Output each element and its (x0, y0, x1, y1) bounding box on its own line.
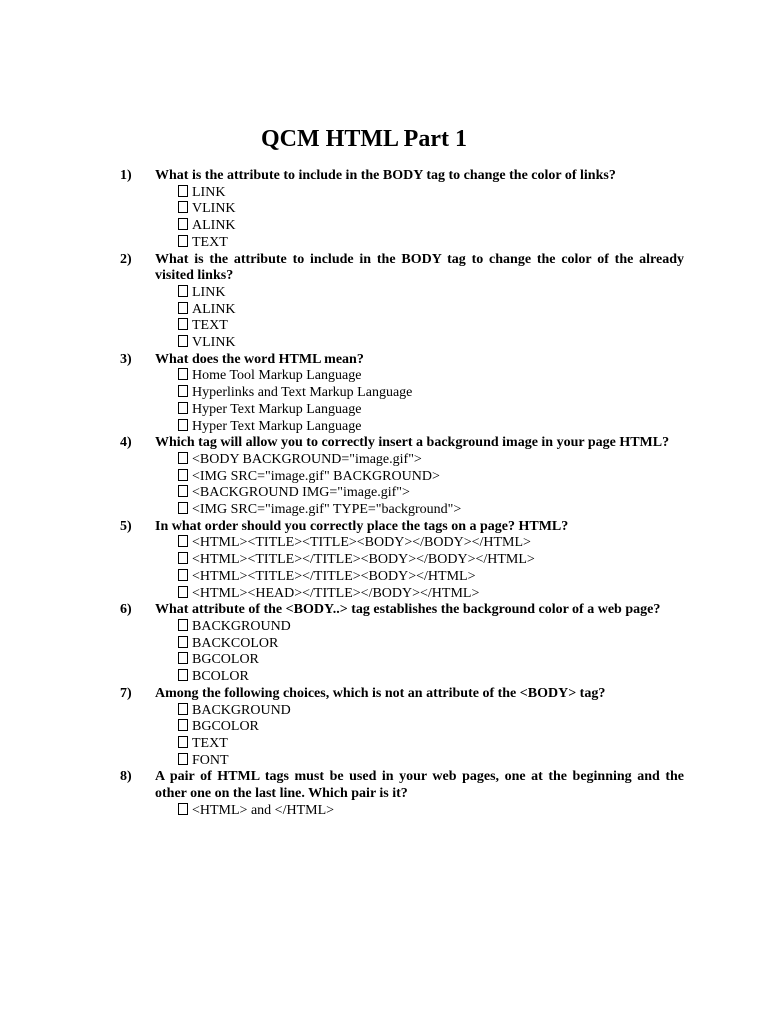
question-4 (120, 435, 684, 519)
option-item[interactable] (178, 452, 684, 469)
question-text: What does the word HTML mean? (155, 351, 364, 367)
question-text: What is the attribute to include in the BODY tag to change the color of links? (155, 168, 616, 183)
option-label: LINK (192, 184, 226, 200)
checkbox-icon[interactable] (178, 535, 188, 547)
question-number: 7) (120, 685, 132, 701)
option-item[interactable] (178, 335, 684, 352)
checkbox-icon[interactable] (178, 586, 188, 598)
option-label: LINK (192, 284, 226, 300)
checkbox-icon[interactable] (178, 502, 188, 514)
option-list (178, 452, 684, 519)
option-label: <HTML><TITLE></TITLE><BODY></HTML> (192, 568, 476, 584)
checkbox-icon[interactable] (178, 302, 188, 314)
option-item[interactable] (178, 469, 684, 486)
question-6 (120, 602, 684, 686)
option-list (178, 703, 684, 770)
checkbox-icon[interactable] (178, 218, 188, 230)
option-item[interactable] (178, 619, 684, 636)
checkbox-icon[interactable] (178, 419, 188, 431)
option-item[interactable] (178, 235, 684, 252)
option-item[interactable] (178, 302, 684, 319)
page-title: QCM HTML Part 1 (261, 126, 467, 152)
checkbox-icon[interactable] (178, 719, 188, 731)
option-label: Home Tool Markup Language (192, 368, 362, 384)
checkbox-icon[interactable] (178, 636, 188, 648)
checkbox-icon[interactable] (178, 335, 188, 347)
question-1 (120, 168, 684, 252)
question-text: What is the attribute to include in the BODY tag to change the color of the already visited links? (155, 251, 684, 284)
question-number: 1) (120, 168, 132, 183)
question-5 (120, 519, 684, 603)
checkbox-icon[interactable] (178, 552, 188, 564)
question-text: Among the following choices, which is not an attribute of the <BODY> tag? (155, 685, 606, 701)
checkbox-icon[interactable] (178, 469, 188, 481)
option-item[interactable] (178, 703, 684, 720)
option-item[interactable] (178, 485, 684, 502)
question-2 (120, 252, 684, 352)
checkbox-icon[interactable] (178, 753, 188, 765)
checkbox-icon[interactable] (178, 569, 188, 581)
option-list (178, 368, 684, 435)
option-label: <BACKGROUND IMG="image.gif"> (192, 485, 410, 501)
checkbox-icon[interactable] (178, 185, 188, 197)
option-item[interactable] (178, 535, 684, 552)
option-label: ALINK (192, 218, 236, 234)
option-label: TEXT (192, 318, 228, 334)
checkbox-icon[interactable] (178, 285, 188, 297)
option-item[interactable] (178, 419, 684, 436)
option-list (178, 619, 684, 686)
option-label: <HTML><TITLE><TITLE><BODY></BODY></HTML> (192, 535, 531, 551)
option-item[interactable] (178, 803, 684, 820)
question-number: 5) (120, 518, 132, 534)
option-list (178, 185, 684, 252)
option-item[interactable] (178, 502, 684, 519)
option-label: FONT (192, 752, 229, 768)
checkbox-icon[interactable] (178, 669, 188, 681)
checkbox-icon[interactable] (178, 703, 188, 715)
checkbox-icon[interactable] (178, 619, 188, 631)
option-list (178, 803, 684, 820)
option-item[interactable] (178, 669, 684, 686)
checkbox-icon[interactable] (178, 201, 188, 213)
question-text: A pair of HTML tags must be used in your web pages, one at the beginning and the other one on the last line. Which pair is it? (155, 769, 684, 802)
option-list (178, 535, 684, 602)
checkbox-icon[interactable] (178, 402, 188, 414)
option-label: BACKGROUND (192, 702, 291, 718)
option-label: Hyper Text Markup Language (192, 418, 362, 434)
option-label: BACKGROUND (192, 618, 291, 634)
option-item[interactable] (178, 552, 684, 569)
option-item[interactable] (178, 652, 684, 669)
option-label: <IMG SRC="image.gif" BACKGROUND> (192, 468, 440, 484)
question-number: 6) (120, 602, 132, 618)
option-item[interactable] (178, 201, 684, 218)
question-list (120, 168, 684, 819)
option-item[interactable] (178, 318, 684, 335)
option-label: <HTML><TITLE></TITLE><BODY></BODY></HTML> (192, 552, 535, 568)
checkbox-icon[interactable] (178, 235, 188, 247)
option-list (178, 285, 684, 352)
checkbox-icon[interactable] (178, 318, 188, 330)
question-number: 2) (120, 251, 132, 267)
option-label: <IMG SRC="image.gif" TYPE="background"> (192, 502, 462, 518)
question-number: 8) (120, 769, 132, 785)
option-item[interactable] (178, 185, 684, 202)
option-item[interactable] (178, 385, 684, 402)
checkbox-icon[interactable] (178, 736, 188, 748)
option-label: BGCOLOR (192, 719, 259, 735)
option-label: <HTML> and </HTML> (192, 802, 335, 818)
option-item[interactable] (178, 636, 684, 653)
option-item[interactable] (178, 586, 684, 603)
checkbox-icon[interactable] (178, 803, 188, 815)
option-label: Hyper Text Markup Language (192, 401, 362, 417)
question-text: What attribute of the <BODY..> tag establishes the background color of a web page? (155, 602, 661, 618)
option-item[interactable] (178, 753, 684, 770)
option-label: BGCOLOR (192, 652, 259, 668)
question-8 (120, 769, 684, 819)
option-label: <HTML><HEAD></TITLE></BODY></HTML> (192, 585, 480, 601)
checkbox-icon[interactable] (178, 452, 188, 464)
question-text: In what order should you correctly place the tags on a page? HTML? (155, 518, 569, 534)
option-label: <BODY BACKGROUND="image.gif"> (192, 451, 422, 467)
option-item[interactable] (178, 719, 684, 736)
option-label: TEXT (192, 735, 228, 751)
checkbox-icon[interactable] (178, 485, 188, 497)
option-item[interactable] (178, 368, 684, 385)
option-item[interactable] (178, 569, 684, 586)
question-number: 3) (120, 351, 132, 367)
option-label: ALINK (192, 301, 236, 317)
option-label: VLINK (192, 201, 236, 217)
option-label: Hyperlinks and Text Markup Language (192, 385, 413, 401)
checkbox-icon[interactable] (178, 368, 188, 380)
option-item[interactable] (178, 218, 684, 235)
question-7 (120, 686, 684, 770)
option-item[interactable] (178, 736, 684, 753)
question-text: Which tag will allow you to correctly insert a background image in your page HTML? (155, 435, 670, 451)
checkbox-icon[interactable] (178, 385, 188, 397)
question-3 (120, 352, 684, 436)
option-label: TEXT (192, 234, 228, 250)
option-label: BACKCOLOR (192, 635, 279, 651)
option-label: BCOLOR (192, 669, 249, 685)
option-item[interactable] (178, 402, 684, 419)
question-number: 4) (120, 435, 132, 451)
option-item[interactable] (178, 285, 684, 302)
checkbox-icon[interactable] (178, 652, 188, 664)
option-label: VLINK (192, 335, 236, 351)
